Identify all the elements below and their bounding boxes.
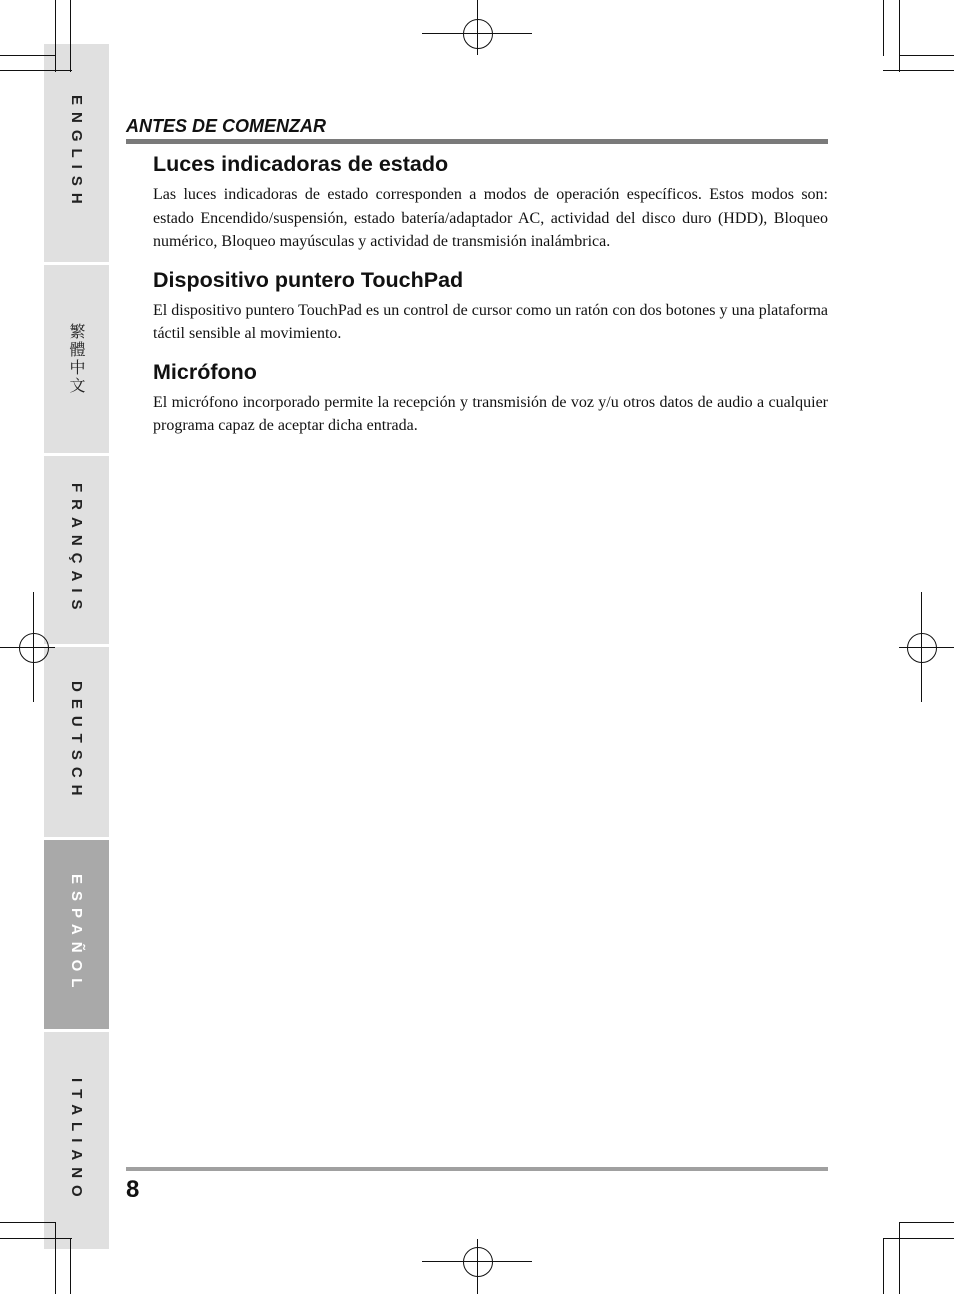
tab-italiano[interactable] [44,1032,109,1249]
crop-mark [883,70,954,71]
section-touchpad [153,268,828,346]
footer-rule [126,1167,828,1171]
crop-mark [70,0,71,72]
section-body: Las luces indicadoras de estado corresponden a modos de operación específicos. Estos modos son: estado Encendido/suspensión, estado batería/adaptador AC, actividad del disco duro (HDD), Bloqueo numérico, Bloqueo mayúsculas y actividad de transmisión inalámbrica. [153,186,828,250]
tab-deutsch[interactable] [44,647,109,837]
crop-mark [0,1222,55,1223]
tab-traditional-chinese-label: 繁體中文 [67,323,86,395]
page-content [153,152,828,452]
crop-mark [899,1222,900,1294]
registration-circle [19,633,49,663]
tab-english[interactable] [44,44,109,262]
section-body: El dispositivo puntero TouchPad es un control de cursor como un ratón con dos botones y una plataforma táctil sensible al movimiento. [153,301,828,342]
crop-mark [0,70,72,71]
tab-english-label: ENGLISH [68,95,85,211]
section-title: Micrófono [153,359,257,384]
tab-deutsch-label: DEUTSCH [68,681,85,803]
crop-mark [55,1222,56,1294]
crop-mark [899,0,900,72]
tab-francais[interactable] [44,456,109,644]
tab-francais-label: FRANÇAIS [68,483,85,617]
crop-mark [883,1238,954,1239]
registration-circle [907,633,937,663]
crop-mark [70,1238,71,1294]
tab-espanol-label: ESPAÑOL [68,874,85,995]
tab-italiano-label: ITALIANO [68,1077,85,1204]
section-title: Dispositivo puntero TouchPad [153,267,464,292]
crop-mark [899,55,954,56]
crop-mark [883,0,884,56]
registration-circle [463,19,493,49]
tab-espanol[interactable] [44,840,109,1029]
running-title: ANTES DE COMENZAR [126,116,327,136]
crop-mark [0,1238,72,1239]
page-number: 8 [126,1176,140,1203]
crop-mark [883,1238,884,1294]
tab-traditional-chinese[interactable] [44,265,109,453]
crop-mark [899,1222,954,1223]
crop-mark [55,0,56,72]
section-title: Luces indicadoras de estado [153,152,449,176]
section-status-lights [153,152,828,254]
registration-circle [463,1247,493,1277]
crop-mark [0,55,55,56]
section-microphone [153,360,828,438]
header-rule [126,139,828,144]
section-body: El micrófono incorporado permite la recepción y transmisión de voz y/u otros datos de audio a cualquier programa capaz de aceptar dicha entrada. [153,393,828,434]
